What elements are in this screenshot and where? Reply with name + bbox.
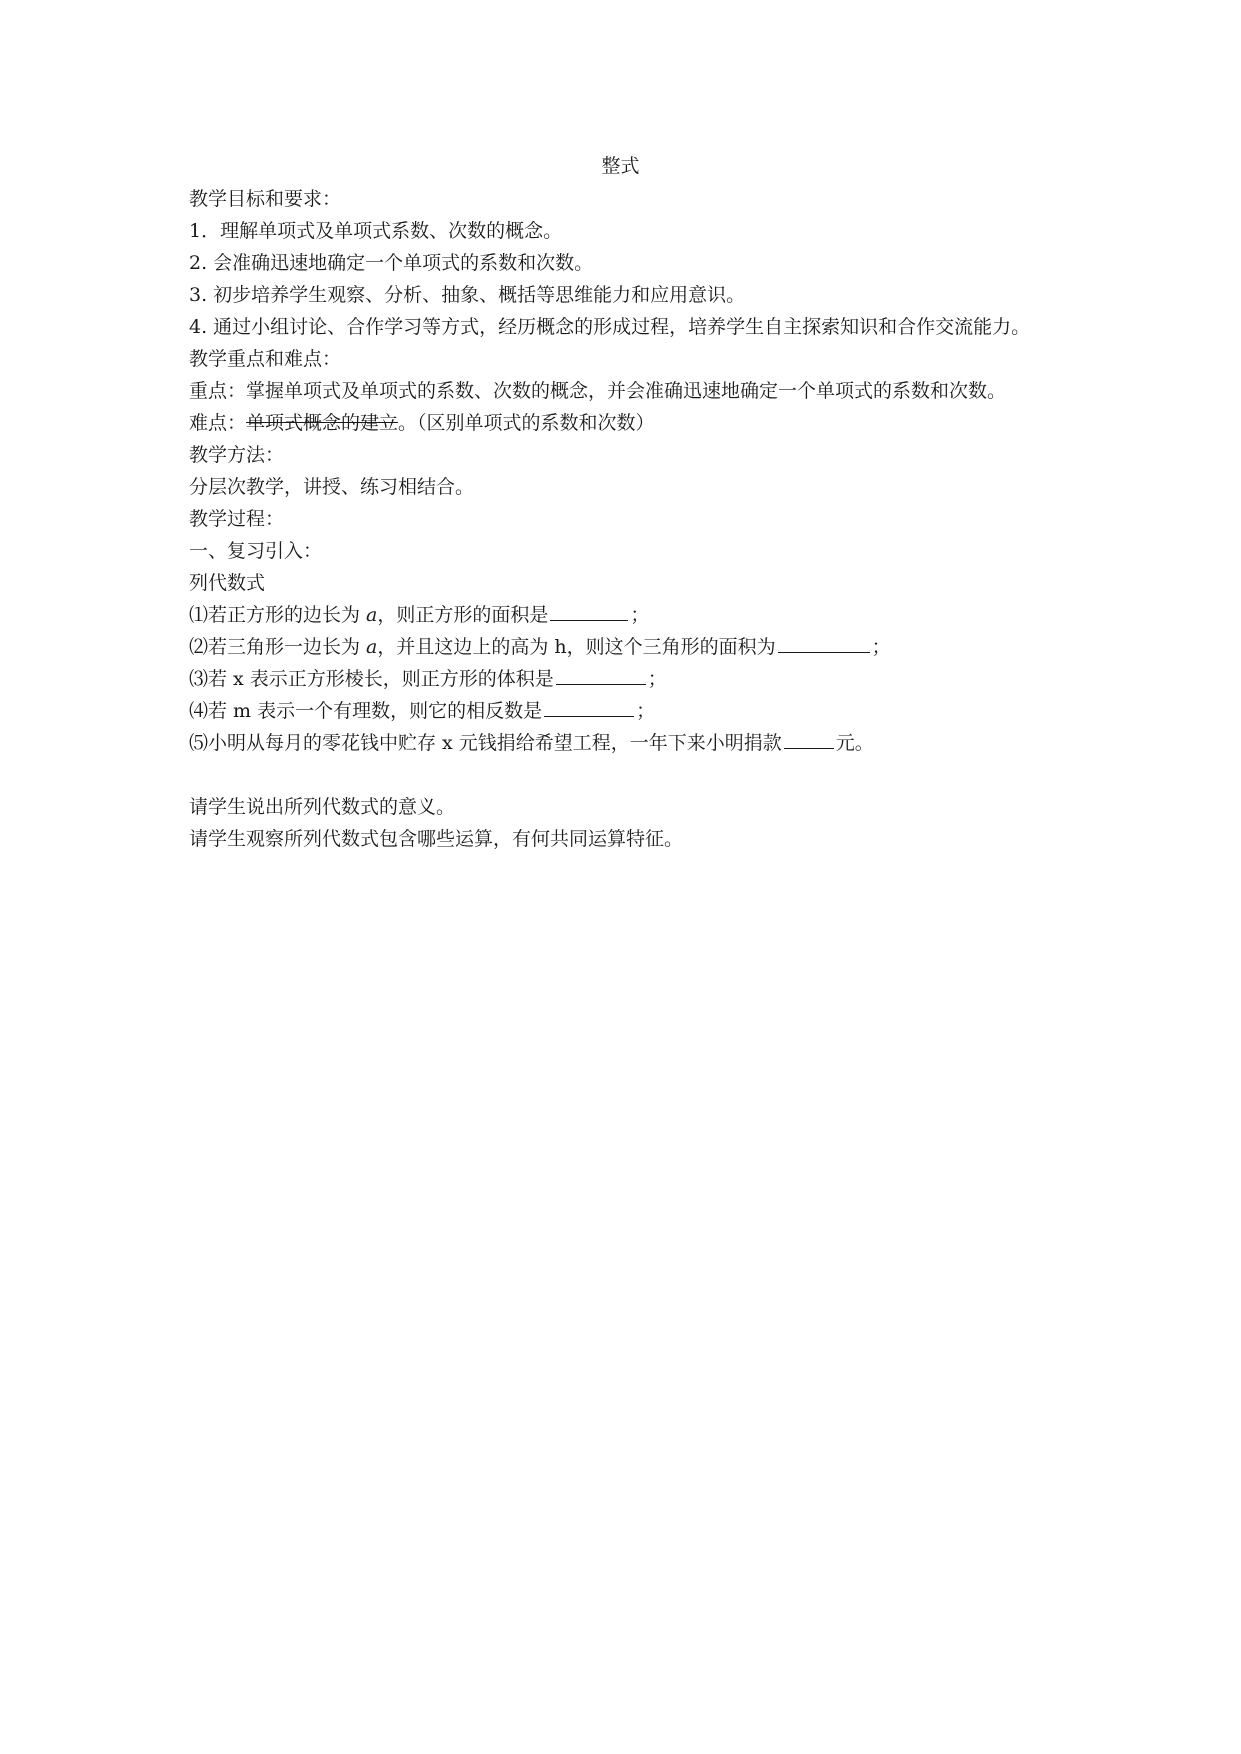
question-4 [189,695,1059,727]
section-heading: 一、复习引入： [189,540,323,562]
goal-item: 1．理解单项式及单项式系数、次数的概念。 [189,220,563,242]
method-text: 分层次教学，讲授、练习相结合。 [189,476,475,498]
page-title: 整式 [601,155,640,177]
question-text: ⑵若三角形一边长为 [189,636,367,658]
question-3 [189,663,1059,695]
difficult-point [189,407,1059,439]
subheading: 列代数式 [189,572,266,594]
question-end: ； [636,700,656,722]
difficult-struck-text: 单项式概念的建立 [246,412,399,434]
goals-heading: 教学目标和要求： [189,188,342,210]
question-5 [189,727,1059,759]
goal-item: 4. 通过小组讨论、合作学习等方式，经历概念的形成过程，培养学生自主探索知识和合作交流能力。 [189,316,1031,338]
difficult-label: 难点： [189,412,247,434]
variable: a [366,604,378,626]
question-text: ⑸小明从每月的零花钱中贮存 x 元钱捐给希望工程，一年下来小明捐款 [189,732,782,754]
question-text: ⑴若正方形的边长为 [189,604,367,626]
answer-blank [778,632,870,653]
question-text: ⑷若 m 表示一个有理数，则它的相反数是 [189,700,543,722]
question-text: ，并且这边上的高为 h，则这个三角形的面积为 [377,636,776,658]
question-1 [189,599,1059,631]
question-end: ； [630,604,650,626]
question-text: ，则正方形的面积是 [377,604,549,626]
method-heading: 教学方法： [189,444,285,466]
process-heading: 教学过程： [189,508,285,530]
closing-line: 请学生观察所列代数式包含哪些运算，有何共同运算特征。 [189,828,684,850]
answer-blank [556,664,646,685]
answer-blank [550,600,628,621]
question-end: ； [871,636,891,658]
question-end: 元。 [835,732,874,754]
answer-blank [784,728,834,749]
goal-item: 2. 会准确迅速地确定一个单项式的系数和次数。 [189,252,594,274]
question-text: ⑶若 x 表示正方形棱长，则正方形的体积是 [189,668,554,690]
answer-blank [544,696,634,717]
question-end: ； [647,668,667,690]
key-point-text: 重点：掌握单项式及单项式的系数、次数的概念，并会准确迅速地确定一个单项式的系数和次数。 [189,380,1007,402]
goal-item: 3. 初步培养学生观察、分析、抽象、概括等思维能力和应用意识。 [189,284,746,306]
difficult-rest-text: 。（区别单项式的系数和次数） [398,412,655,434]
spacer [189,759,1059,791]
key-points-heading: 教学重点和难点： [189,348,342,370]
document-body [189,183,1059,855]
variable: a [366,636,378,658]
question-2 [189,631,1059,663]
closing-line: 请学生说出所列代数式的意义。 [189,796,456,818]
